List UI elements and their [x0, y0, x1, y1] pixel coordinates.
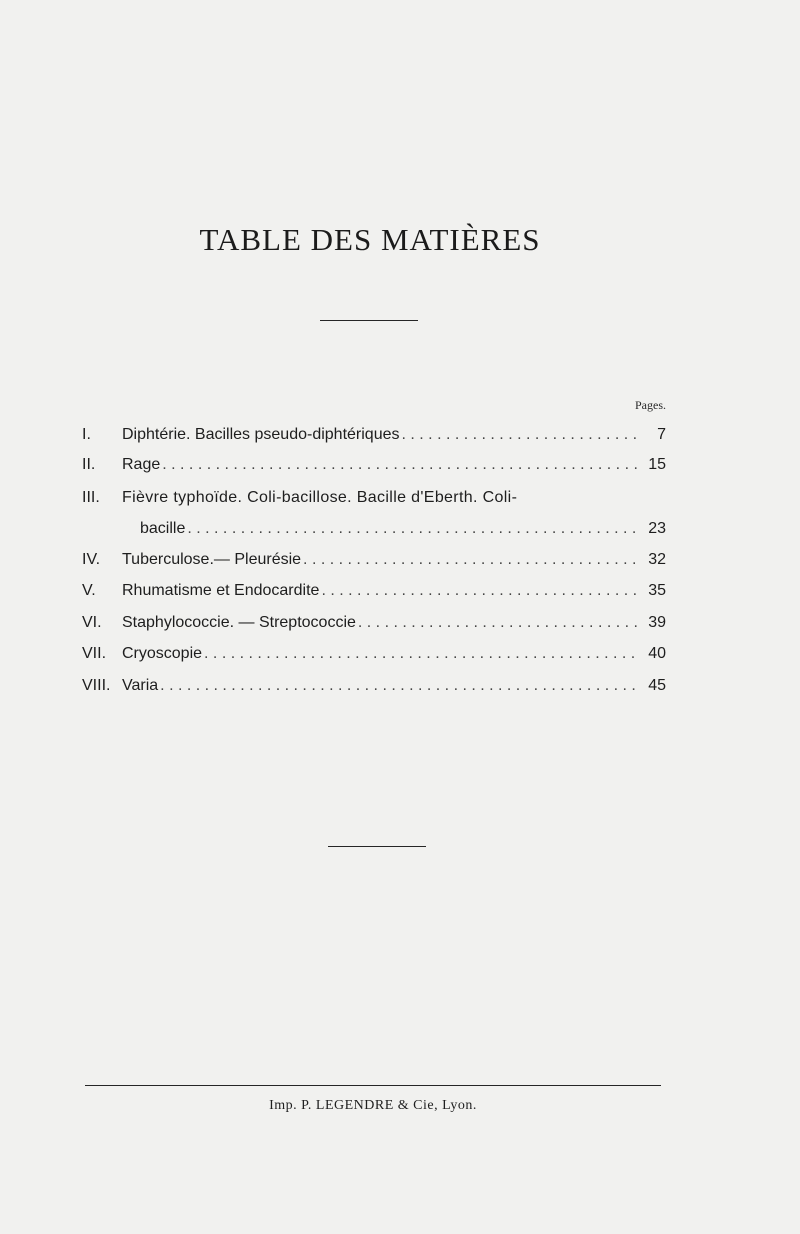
toc-title-line1: Fièvre typhoïde. Coli-bacillose. Bacille d'Eberth. Coli-	[122, 489, 518, 506]
toc-number: V.	[82, 582, 96, 599]
toc-line	[122, 614, 666, 632]
toc-entry	[82, 489, 666, 517]
leader-dots	[303, 551, 638, 569]
toc-page: 35	[648, 582, 666, 599]
toc-entry	[82, 614, 666, 642]
toc-title: Rage	[122, 456, 161, 473]
pages-column-label: Pages.	[635, 398, 666, 412]
leader-dots	[162, 456, 638, 474]
toc-line	[122, 582, 666, 600]
toc-entry	[82, 645, 666, 673]
toc-entry	[82, 456, 666, 484]
toc-number: I.	[82, 426, 91, 443]
toc-entry	[82, 426, 666, 454]
footer-rule	[85, 1085, 661, 1086]
toc-line	[140, 520, 666, 538]
leader-dots	[160, 677, 638, 695]
toc-line	[122, 551, 666, 569]
toc-entry	[82, 677, 666, 705]
toc-line	[122, 456, 666, 474]
toc-number: III.	[82, 489, 100, 506]
toc-line	[122, 426, 666, 444]
toc-number: VIII.	[82, 677, 111, 694]
printer-imprint: Imp. P. LEGENDRE & Cie, Lyon.	[269, 1098, 477, 1113]
toc-page: 15	[648, 456, 666, 473]
title-divider	[320, 320, 418, 321]
toc-title: bacille	[140, 520, 186, 537]
toc-line	[122, 677, 666, 695]
leader-dots	[187, 520, 638, 538]
toc-page: 45	[648, 677, 666, 694]
leader-dots	[402, 426, 639, 444]
section-divider	[328, 846, 426, 847]
toc-line	[122, 645, 666, 663]
toc-entry-continuation	[82, 520, 666, 548]
leader-dots	[321, 582, 638, 600]
leader-dots	[204, 645, 638, 663]
toc-number: VII.	[82, 645, 107, 662]
toc-title: Varia	[122, 677, 159, 694]
toc-number: II.	[82, 456, 96, 473]
toc-title: Rhumatisme et Endocardite	[122, 582, 320, 599]
toc-page: 23	[648, 520, 666, 537]
toc-page: 39	[648, 614, 666, 631]
toc-number: VI.	[82, 614, 102, 631]
toc-title: Diphtérie. Bacilles pseudo-diphtériques	[122, 426, 400, 443]
toc-page: 40	[648, 645, 666, 662]
toc-title: Tuberculose.— Pleurésie	[122, 551, 302, 568]
toc-title: Cryoscopie	[122, 645, 203, 662]
toc-page: 7	[657, 426, 666, 443]
toc-title: Staphylococcie. — Streptococcie	[122, 614, 356, 631]
toc-entry	[82, 551, 666, 579]
page-title: TABLE DES MATIÈRES	[199, 222, 541, 257]
leader-dots	[358, 614, 638, 632]
toc-number: IV.	[82, 551, 101, 568]
toc-entry	[82, 582, 666, 610]
toc-page: 32	[648, 551, 666, 568]
